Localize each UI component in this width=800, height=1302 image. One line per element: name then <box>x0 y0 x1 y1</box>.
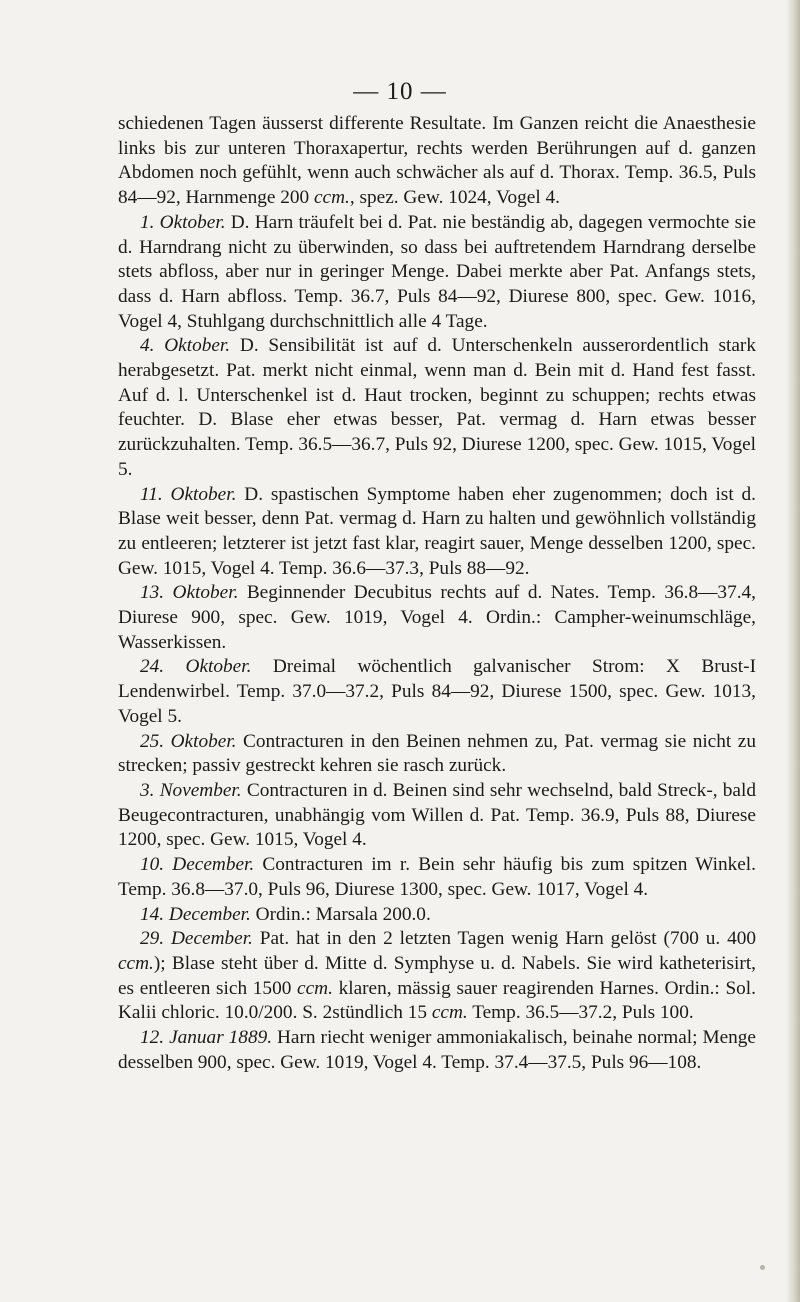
page-number-header: — 10 — <box>353 78 447 105</box>
text-run: Contracturen in d. Beinen sind sehr wechselnd, bald Streck-, bald Beugecontracturen, unabhängig vom Willen d. Pat. Temp. 36.9, Puls 88, Diurese 1200, spec. Gew. 1015, Vogel 4. <box>118 779 756 851</box>
italic-run: ccm. <box>118 952 154 974</box>
italic-run: 12. Januar 1889. <box>140 1027 273 1049</box>
text-run: Contracturen im r. Bein sehr häufig bis zum spitzen Winkel. Temp. 36.8—37.0, Puls 96, Diurese 1300, spec. Gew. 1017, Vogel 4. <box>118 854 756 900</box>
italic-run: 3. November. <box>140 779 242 801</box>
text-run: ); Blase steht über d. Mitte d. Symphyse u. d. Nabels. Sie wird katheterisirt, es entleeren sich 1500 <box>118 952 756 999</box>
text-run: , spez. Gew. 1024, Vogel 4. <box>349 187 560 209</box>
italic-run: 1. Oktober. <box>140 211 226 233</box>
text-run: D. spastischen Symptome haben eher zugenommen; doch ist d. Blase weit besser, denn Pat. vermag d. Harn zu halten und gewöhnlich vollständig zu entleeren; letzterer ist jetzt fast klar, reagirt sauer, Menge desselben 1200, spec. Gew. 1015, Vogel 4. Temp. 36.6—37.3, Puls 88—92. <box>118 483 757 579</box>
italic-run: ccm. <box>297 977 333 999</box>
italic-run: 24. Oktober. <box>140 656 252 678</box>
italic-run: 10. December. <box>140 854 255 876</box>
page-speck <box>760 1265 765 1270</box>
text-run: Contracturen in den Beinen nehmen zu, Pat. vermag sie nicht zu strecken; passiv gestreckt kehren sie rasch zurück. <box>118 730 756 777</box>
entry-24-oktober <box>118 655 756 729</box>
italic-run: ccm. <box>314 187 350 209</box>
text-run: schiedenen Tagen äusserst differente Resultate. Im Ganzen reicht die Anaesthesie links bis zur unteren Thoraxapertur, rechts werden Berührungen auf d. ganzen Abdomen noch gefühlt, wenn auch schwächer als auf d. Thorax. Temp. 36.5, Puls 84—92, Harnmenge 200 <box>118 113 756 209</box>
text-run: D. Harn träufelt bei d. Pat. nie beständig ab, dagegen vermochte sie d. Harndrang nicht zu überwinden, so dass bei auftretendem Harndrang derselbe stets abfloss, aber nur in geringer Menge. Dabei merkte aber Pat. Anfangs stets, dass d. Harn abfloss. Temp. 36.7, Puls 84—92, Diurese 800, spec. Gew. 1016, Vogel 4, Stuhlgang durchschnittlich alle 4 Tage. <box>118 211 756 332</box>
italic-run: 25. Oktober. <box>140 730 237 752</box>
entry-14-december <box>118 903 756 928</box>
italic-run: 11. Oktober. <box>140 483 237 505</box>
paragraph-continuation <box>118 112 756 211</box>
text-run: Beginnender Decubitus rechts auf d. Nates. Temp. 36.8—37.4, Diurese 900, spec. Gew. 1019, Vogel 4. Ordin.: Campher-weinumschläge, Wasserkissen. <box>118 582 756 653</box>
text-run: Dreimal wöchentlich galvanischer Strom: X Brust-I Lendenwirbel. Temp. 37.0—37.2, Puls 84—92, Diurese 1500, spec. Gew. 1013, Vogel 5. <box>118 656 756 727</box>
italic-run: 29. December. <box>140 928 253 950</box>
entry-12-januar <box>118 1026 756 1075</box>
italic-run: 13. Oktober. <box>140 582 239 604</box>
text-run: Pat. hat in den 2 letzten Tagen wenig Harn gelöst (700 u. 400 <box>252 928 756 950</box>
entry-10-december <box>118 853 756 902</box>
text-run: Harn riecht weniger ammoniakalisch, beinahe normal; Menge desselben 900, spec. Gew. 1019, Vogel 4. Temp. 37.4—37.5, Puls 96—108. <box>118 1027 756 1073</box>
entry-11-oktober <box>118 483 756 582</box>
text-run: D. Sensibilität ist auf d. Unterschenkeln ausserordentlich stark herabgesetzt. Pat. merkt nicht einmal, wenn man d. Bein mit d. Hand fest fasst. Auf d. l. Unterschenkel ist d. Haut trocken, beginnt zu schuppen; rechts etwas feuchter. D. Blase eher etwas besser, Pat. vermag d. Harn etwas besser zurückzuhalten. Temp. 36.5—36.7, Puls 92, Diurese 1200, spec. Gew. 1015, Vogel 5. <box>118 335 756 480</box>
italic-run: ccm. <box>431 1002 468 1024</box>
italic-run: 4. Oktober. <box>140 335 231 357</box>
entry-29-december <box>118 927 756 1026</box>
entry-4-oktober <box>118 334 756 482</box>
italic-run: 14. December. <box>140 903 251 925</box>
text-run: klaren, mässig sauer reagirenden Harnes. Ordin.: Sol. Kalii chloric. 10.0/200. S. 2stündlich 15 <box>118 977 756 1024</box>
text-run: Ordin.: Marsala 200.0. <box>250 903 431 925</box>
entry-1-oktober <box>118 211 756 335</box>
text-run: Temp. 36.5—37.2, Puls 100. <box>467 1002 694 1024</box>
entry-3-november <box>118 779 756 853</box>
page-edge-shadow <box>786 0 800 1302</box>
entry-25-oktober <box>118 730 756 779</box>
body-text <box>118 112 756 1075</box>
entry-13-oktober <box>118 581 756 655</box>
